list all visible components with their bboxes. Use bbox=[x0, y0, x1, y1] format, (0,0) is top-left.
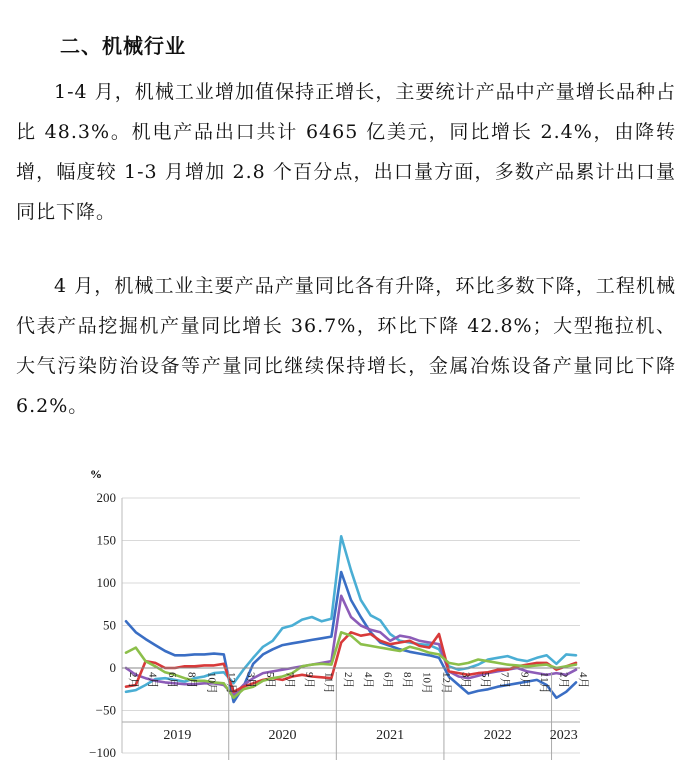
y-tick-label: 50 bbox=[103, 617, 116, 633]
x-tick-label: 9月 bbox=[518, 672, 531, 689]
x-tick-label: 3月 bbox=[244, 672, 257, 689]
x-tick-label: 5月 bbox=[479, 672, 492, 689]
x-tick-label: 5月 bbox=[263, 672, 276, 689]
x-tick-label: 8月 bbox=[185, 672, 198, 689]
year-label: 2021 bbox=[376, 728, 405, 743]
x-tick-label: 11月 bbox=[537, 672, 550, 694]
x-tick-label: 12月 bbox=[224, 672, 237, 694]
x-tick-label: 2月 bbox=[127, 672, 139, 689]
x-tick-label: 4月 bbox=[361, 672, 374, 689]
x-tick-label: 7月 bbox=[283, 672, 296, 689]
year-label: 2022 bbox=[483, 728, 512, 743]
x-tick-label: 4月 bbox=[577, 672, 589, 689]
year-label: 2023 bbox=[549, 728, 578, 743]
y-tick-label: 150 bbox=[96, 532, 116, 548]
x-tick-label: 8月 bbox=[400, 672, 413, 689]
line-chart bbox=[70, 458, 688, 761]
y-tick-label: −50 bbox=[95, 702, 116, 718]
y-tick-labels bbox=[89, 490, 116, 760]
paragraph-2: 4 月，机械工业主要产品产量同比各有升降，环比多数下降，工程机械代表产品挖掘机产量同比增长 36.7%，环比下降 42.8%；大型拖拉机、大气污染防治设备等产量同比继续保持增长，金属冶炼设备产量同比下降 6.2%。 bbox=[16, 275, 676, 417]
y-tick-label: 100 bbox=[96, 575, 116, 590]
x-tick-label: 10月 bbox=[205, 672, 218, 694]
section-heading: 二、机械行业 bbox=[60, 34, 186, 58]
x-tick-label: 3月 bbox=[459, 672, 472, 689]
year-label: 2020 bbox=[268, 728, 297, 743]
x-tick-label: 11月 bbox=[322, 672, 335, 694]
x-axis bbox=[122, 668, 590, 760]
x-tick-label: 6月 bbox=[381, 672, 394, 689]
x-tick-label: 9月 bbox=[303, 672, 316, 689]
y-tick-label: 0 bbox=[109, 660, 116, 675]
x-tick-label: 2月 bbox=[557, 672, 570, 689]
x-tick-label: 7月 bbox=[498, 672, 511, 689]
y-gridlines bbox=[122, 498, 580, 753]
y-axis-unit: % bbox=[90, 467, 102, 481]
x-tick-label: 4月 bbox=[146, 672, 159, 689]
x-tick-label: 2月 bbox=[342, 672, 355, 689]
x-tick-label: 6月 bbox=[166, 672, 179, 689]
x-tick-label: 12月 bbox=[440, 672, 453, 694]
year-label: 2019 bbox=[163, 728, 192, 743]
y-tick-label: 200 bbox=[96, 490, 116, 505]
y-tick-label: −100 bbox=[89, 745, 116, 760]
x-tick-label: 10月 bbox=[420, 672, 433, 694]
paragraph-1: 1-4 月，机械工业增加值保持正增长，主要统计产品中产量增长品种占比 48.3%。机电产品出口共计 6465 亿美元，同比增长 2.4%，由降转增，幅度较 1-3 月增加 2.8 个百分点，出口量方面，多数产品累计出口量同比下降。 bbox=[16, 81, 676, 223]
